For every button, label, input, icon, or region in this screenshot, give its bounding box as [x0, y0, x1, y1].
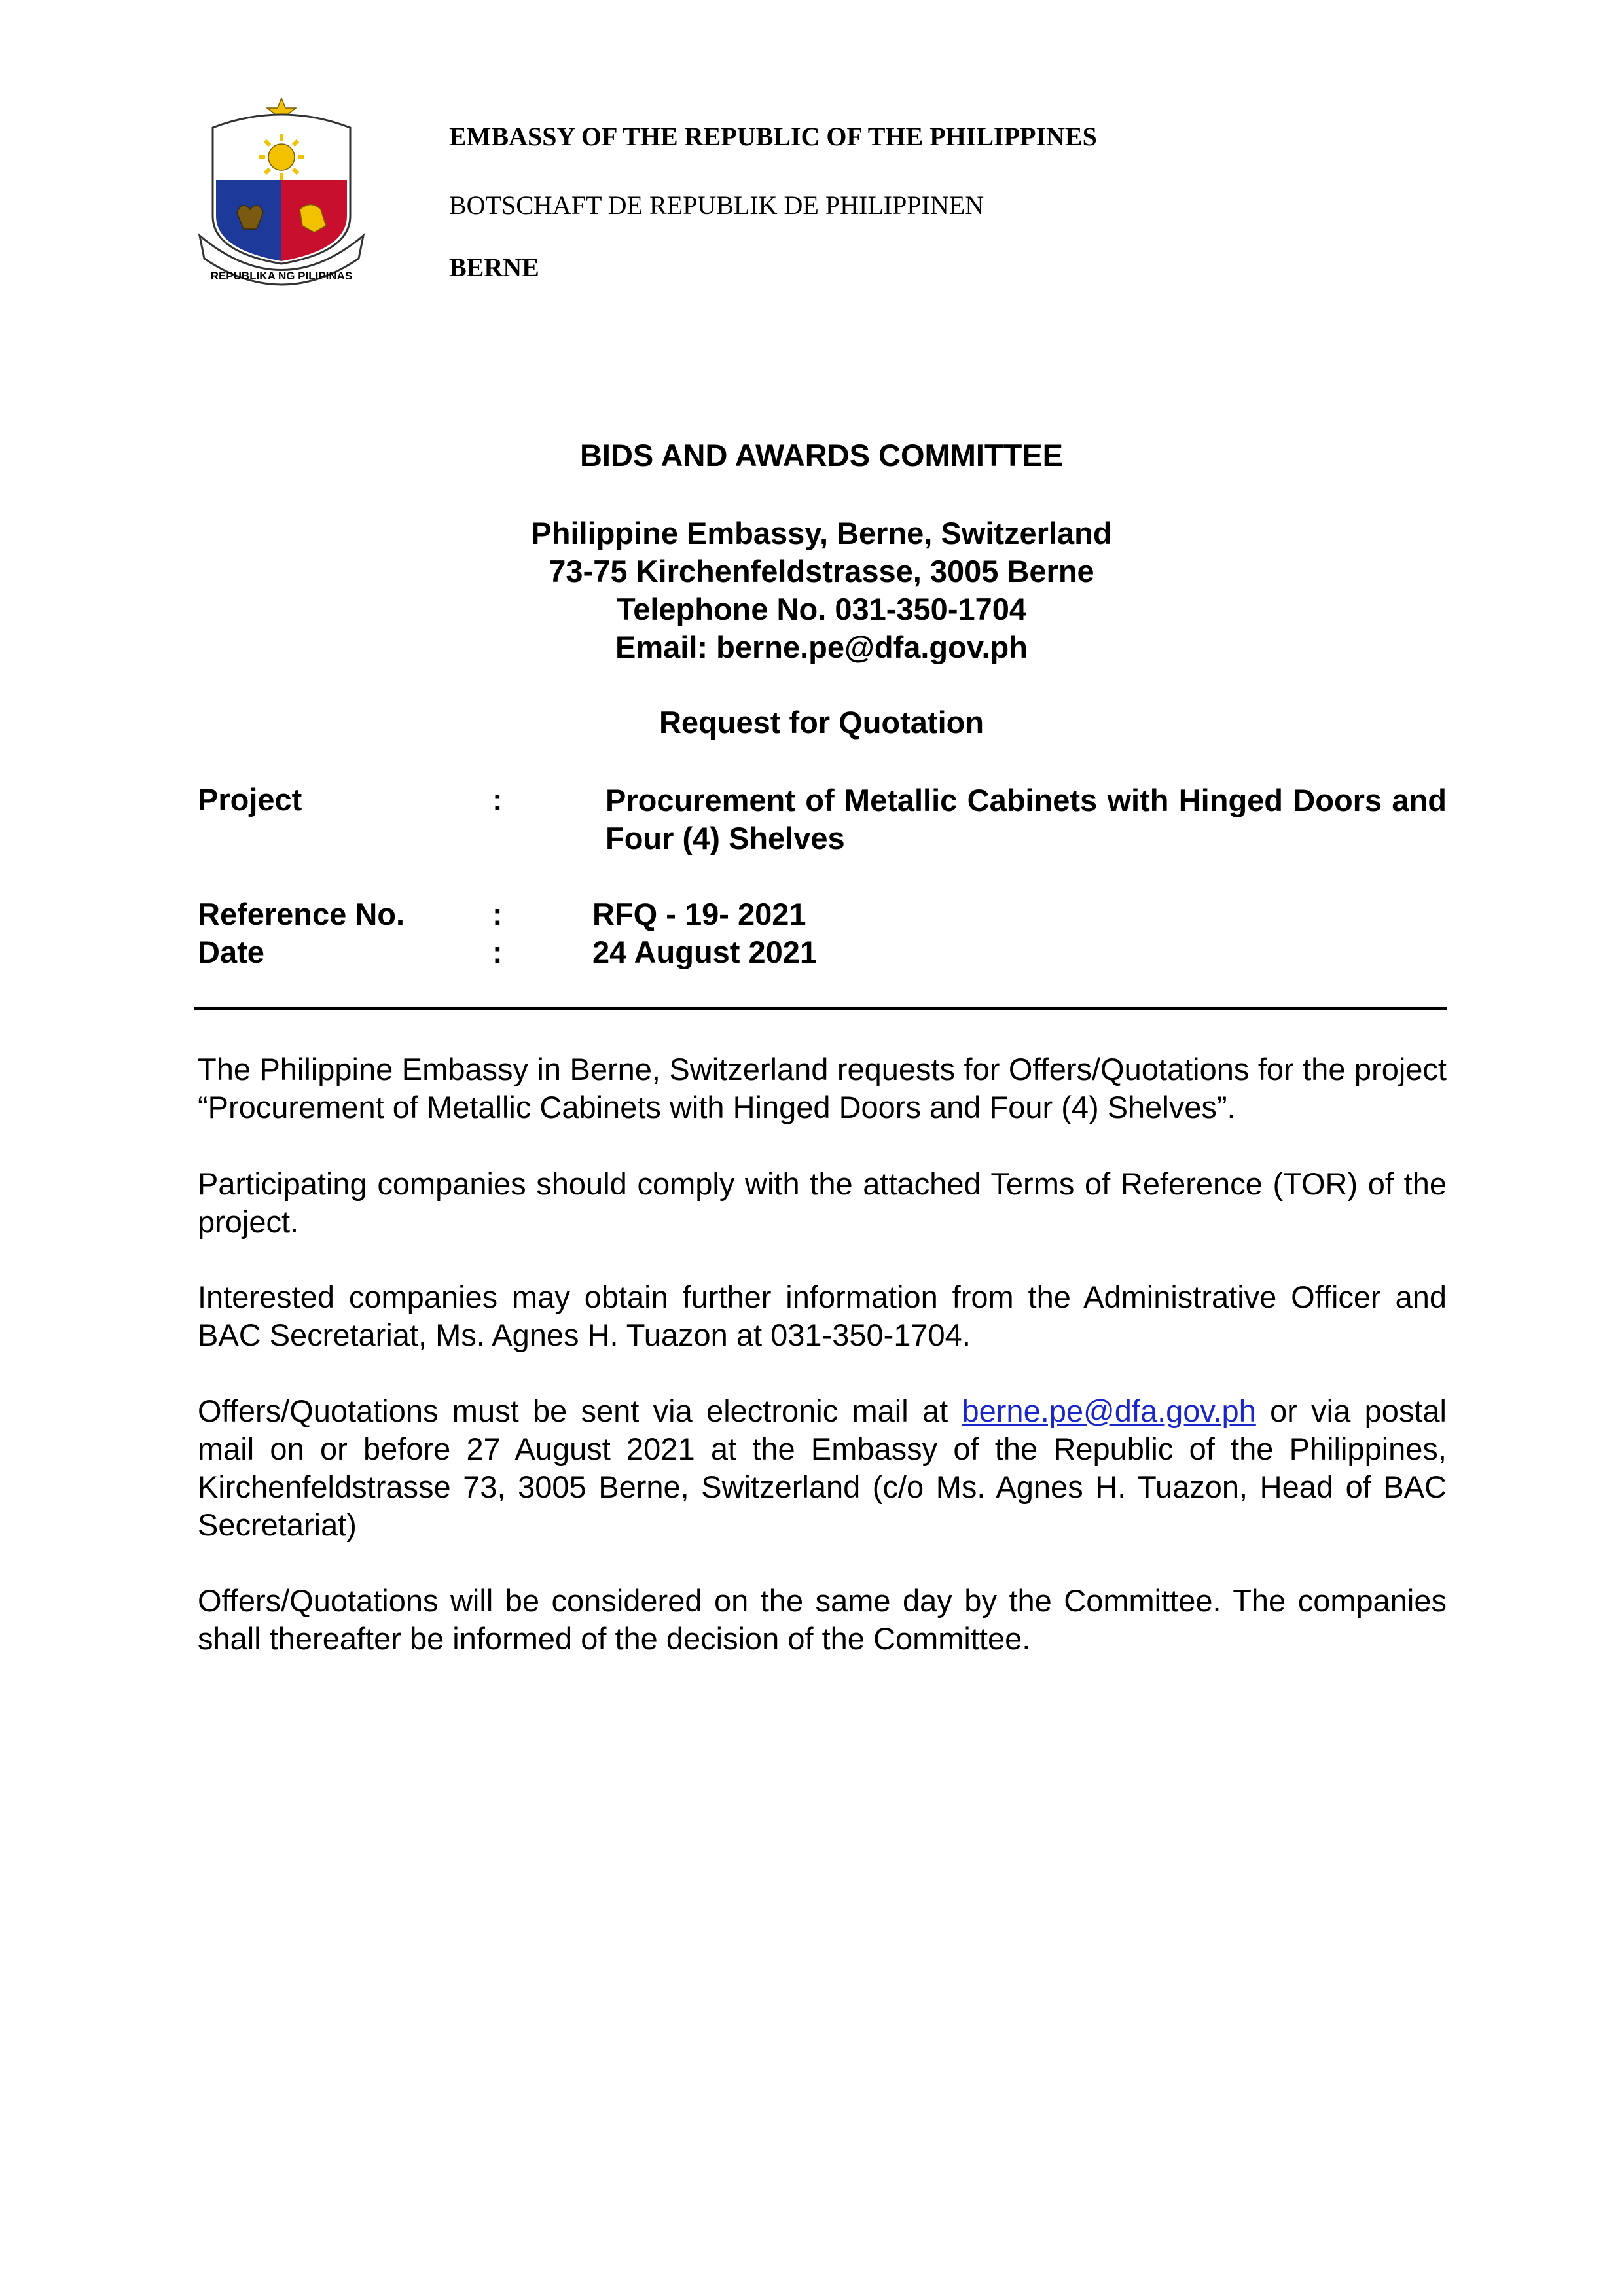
document-title: Request for Quotation — [659, 705, 984, 740]
seal-text: REPUBLIKA NG PILIPINAS — [210, 270, 353, 282]
embassy-name-german: BOTSCHAFT DE REPUBLIK DE PHILIPPINEN — [449, 190, 984, 220]
paragraph-information: Interested companies may obtain further information from the Administrative Officer and BAC Secretariat, Ms. Agnes H. Tuazon at 031-350-1704. — [198, 1280, 1447, 1352]
date-value: 24 August 2021 — [592, 935, 818, 969]
submission-text-start: Offers/Quotations must be sent via electronic mail at — [198, 1393, 962, 1428]
reference-colon: : — [492, 897, 503, 931]
paragraph-submission — [198, 1392, 1447, 1544]
reference-value: RFQ - 19- 2021 — [592, 897, 806, 931]
contact-telephone: Telephone No. 031-350-1704 — [616, 592, 1027, 626]
embassy-name: EMBASSY OF THE REPUBLIC OF THE PHILIPPINES — [449, 122, 1097, 151]
project-colon: : — [492, 782, 503, 817]
reference-label: Reference No. — [198, 897, 405, 931]
contact-email: Email: berne.pe@dfa.gov.ph — [615, 630, 1028, 664]
submission-text-end: or via postal mail on or before 27 August 2021 at the Embassy of the Republic of the Philippines, Kirchenfeldstrasse 73, 3005 Berne, Switzerland (c/o Ms. Agnes H. Tuazon, Head of BAC Secretariat) — [198, 1393, 1447, 1542]
horizontal-divider — [194, 1007, 1447, 1010]
embassy-city: BERNE — [449, 253, 539, 282]
email-link[interactable]: berne.pe@dfa.gov.ph — [962, 1393, 1256, 1428]
date-label: Date — [198, 935, 264, 969]
paragraph-request: The Philippine Embassy in Berne, Switzerland requests for Offers/Quotations for the project “Procurement of Metallic Cabinets with Hinged Doors and Four (4) Shelves”. — [198, 1052, 1447, 1124]
project-value: Procurement of Metallic Cabinets with Hinged Doors and Four (4) Shelves — [605, 783, 1447, 855]
committee-heading: BIDS AND AWARDS COMMITTEE — [579, 438, 1064, 473]
contact-embassy: Philippine Embassy, Berne, Switzerland — [531, 516, 1112, 550]
contact-address: 73-75 Kirchenfeldstrasse, 3005 Berne — [549, 554, 1094, 588]
date-colon: : — [492, 935, 503, 969]
coat-of-arms-seal — [190, 95, 373, 291]
paragraph-compliance: Participating companies should comply with the attached Terms of Reference (TOR) of the project. — [198, 1166, 1447, 1239]
paragraph-consideration: Offers/Quotations will be considered on the same day by the Committee. The companies shall thereafter be informed of the decision of the Committee. — [198, 1583, 1447, 1656]
contact-block — [0, 514, 1624, 666]
project-label: Project — [198, 782, 302, 817]
